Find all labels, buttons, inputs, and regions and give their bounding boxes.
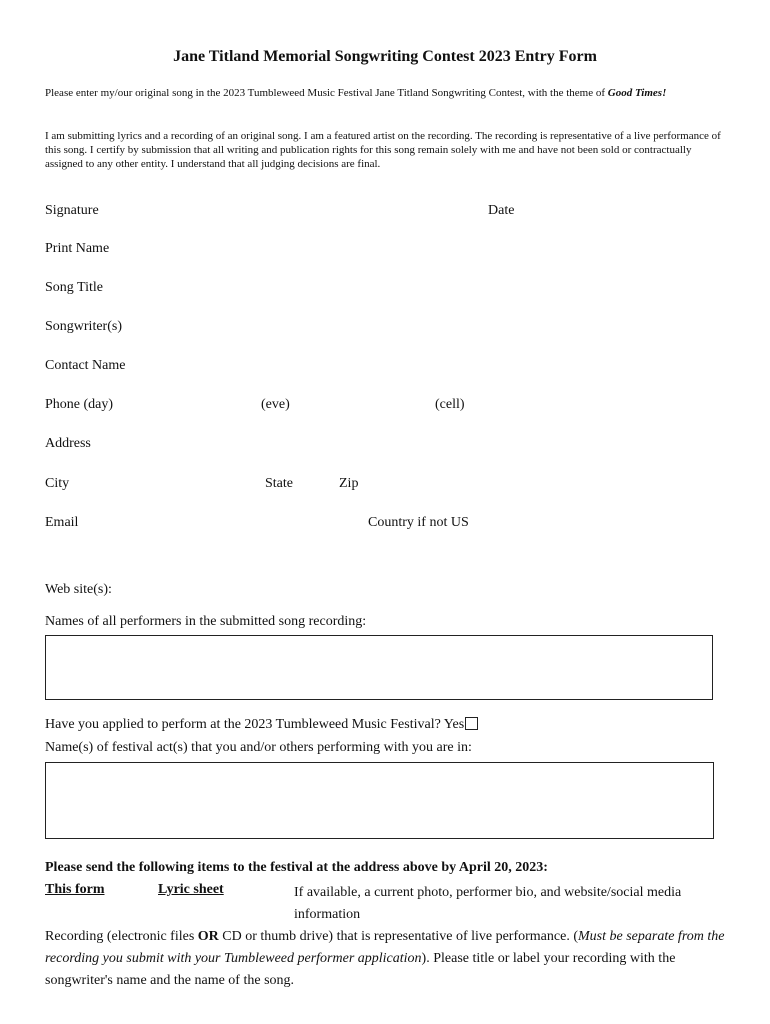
recording-italic: Must be separate from the recording you submit with your Tumbleweed performer application xyxy=(45,929,725,966)
city-label: City xyxy=(45,476,70,491)
page-title: Jane Titland Memorial Songwriting Contest 2023 Entry Form xyxy=(173,48,597,65)
intro-paragraph xyxy=(45,86,725,100)
festival-question-text: Have you applied to perform at the 2023 Tumbleweed Music Festival? Yes xyxy=(45,717,465,732)
address-label: Address xyxy=(45,436,91,451)
print-name-label: Print Name xyxy=(45,241,110,256)
theme-text: Good Times! xyxy=(607,87,667,99)
yes-checkbox[interactable] xyxy=(465,717,478,730)
state-label: State xyxy=(265,476,293,491)
festival-acts-textarea[interactable] xyxy=(45,762,714,839)
recording-paragraph xyxy=(45,926,725,992)
recording-or: OR xyxy=(197,929,219,944)
phone-cell-label: (cell) xyxy=(435,397,465,412)
recording-text-2: CD or thumb drive) that is representative of live performance. ( xyxy=(218,929,578,944)
festival-acts-label: Name(s) of festival act(s) that you and/or others performing with you are in: xyxy=(45,740,472,755)
phone-eve-label: (eve) xyxy=(261,397,290,412)
certification-paragraph: I am submitting lyrics and a recording of an original song. I am a featured artist on the recording. The recording is representative of a live performance of this song. I certify by submission that all writing and publication rights for this song remain solely with me and have not been sold or contractually assigned to any other entity. I understand that all judging decisions are final. xyxy=(45,130,721,170)
song-title-label: Song Title xyxy=(45,280,103,295)
recording-text-3: ). Please title or label your recording with the songwriter's name and the name of the song. xyxy=(45,951,676,988)
contact-name-label: Contact Name xyxy=(45,358,126,373)
intro-text: Please enter my/our original song in the 2023 Tumbleweed Music Festival Jane Titland Songwriting Contest, with the theme of xyxy=(45,87,608,99)
item-lyric-sheet: Lyric sheet xyxy=(158,882,224,897)
festival-question xyxy=(45,717,478,733)
zip-label: Zip xyxy=(339,476,359,491)
recording-text-1: Recording (electronic files xyxy=(45,929,198,944)
item-this-form: This form xyxy=(45,882,105,897)
email-label: Email xyxy=(45,515,79,530)
item-optional: If available, a current photo, performer bio, and website/social media information xyxy=(294,885,682,922)
website-label: Web site(s): xyxy=(45,582,112,597)
send-heading: Please send the following items to the festival at the address above by April 20, 2023: xyxy=(45,860,548,875)
phone-day-label: Phone (day) xyxy=(45,397,114,412)
performers-label: Names of all performers in the submitted song recording: xyxy=(45,614,367,629)
country-label: Country if not US xyxy=(368,515,469,530)
date-label: Date xyxy=(488,203,515,218)
signature-label: Signature xyxy=(45,203,99,218)
performers-textarea[interactable] xyxy=(45,635,713,700)
songwriters-label: Songwriter(s) xyxy=(45,319,122,334)
